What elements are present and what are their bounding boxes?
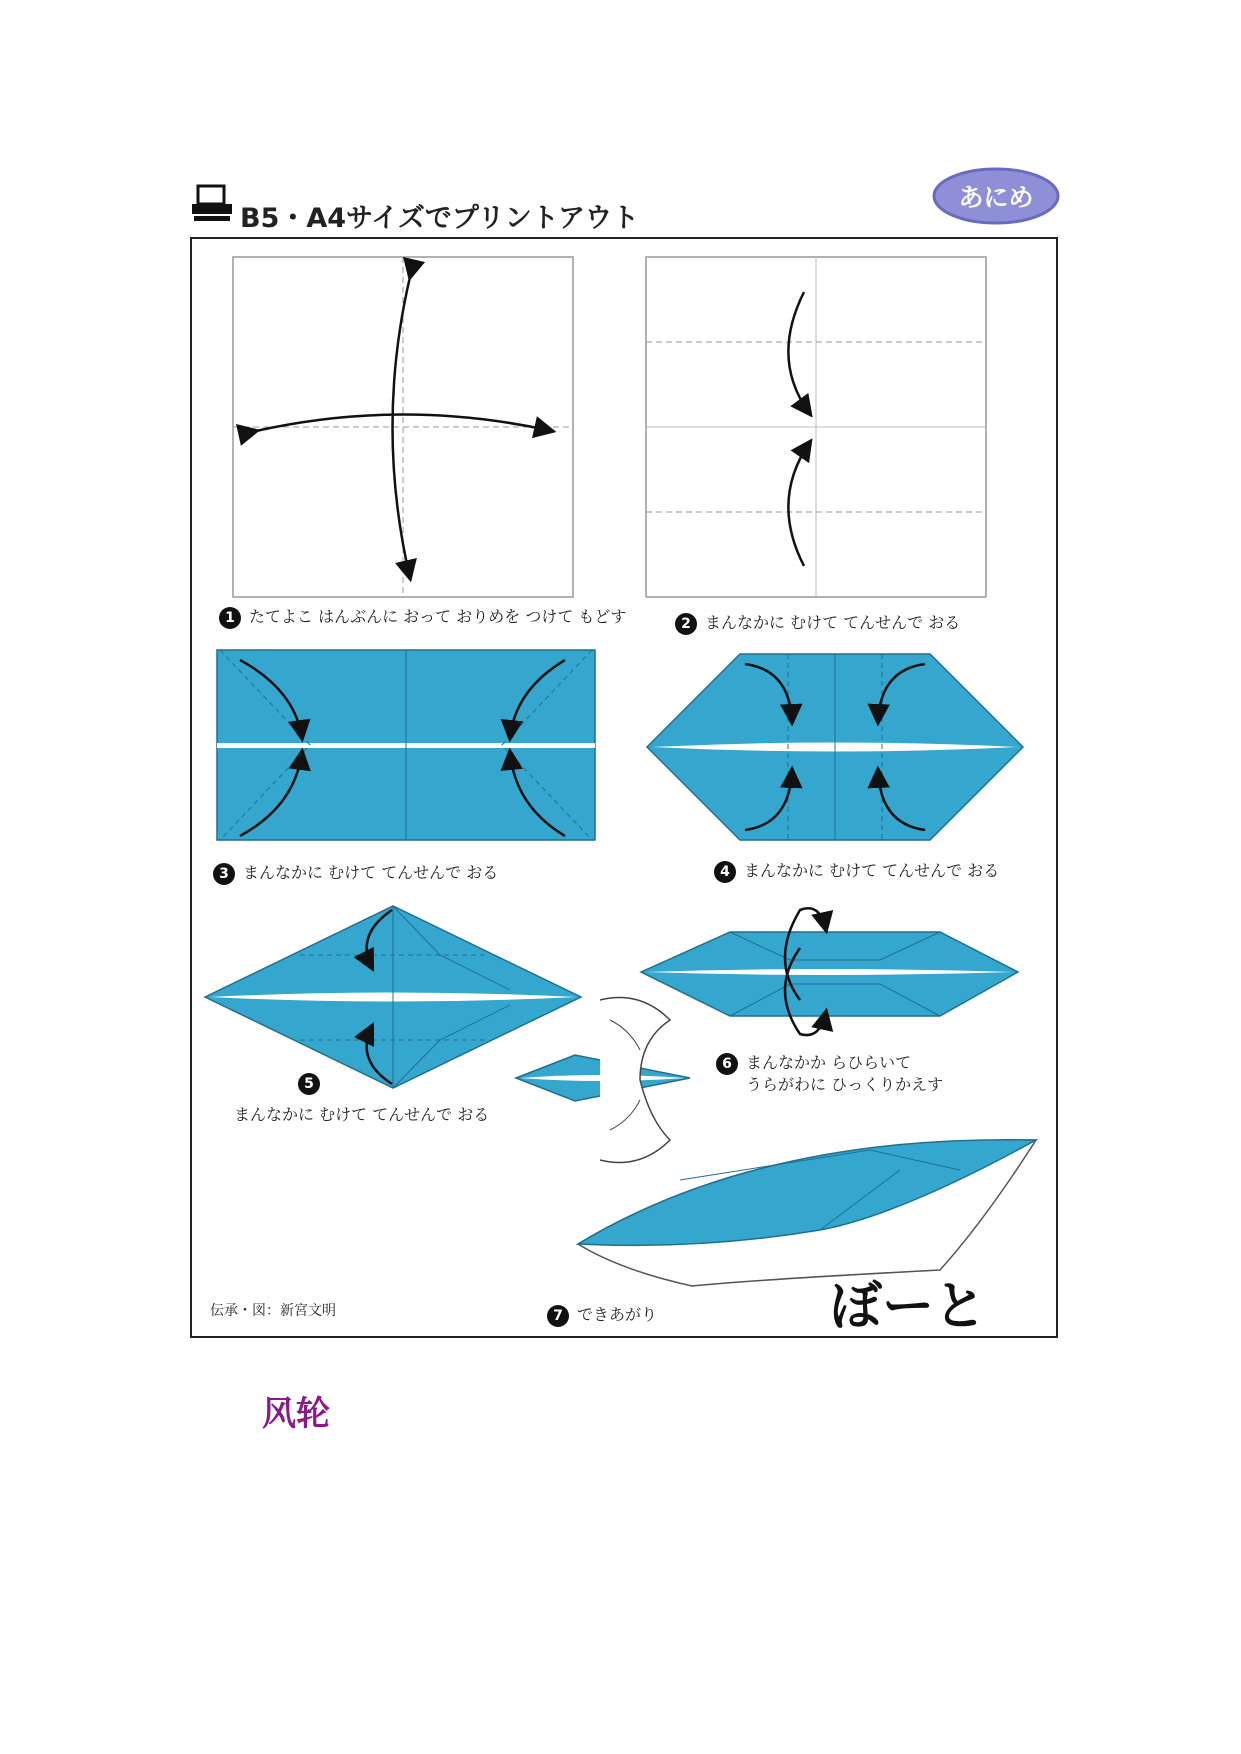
step2-label: 2 まんなかに むけて てんせんで おる [675,610,960,635]
step6-diagram [641,908,1018,1035]
step4-label: 4 まんなかに むけて てんせんで おる [714,858,999,883]
step5-number-wrap [298,1073,328,1095]
step3-number: 3 [213,863,235,885]
step4-number: 4 [714,861,736,883]
credit-text: 伝承・図：新宮文明 [210,1303,336,1319]
step6-number: 6 [716,1053,738,1075]
step3-diagram [217,650,595,840]
step5-label: まんなかに むけて てんせんで おる [234,1105,490,1124]
step4-diagram [647,654,1023,840]
step6-label: 6 まんなかか らひらいて [716,1050,911,1075]
step3-label: 3 まんなかに むけて てんせんで おる [213,860,498,885]
step1-label: 1 たてよこ はんぶんに おって おりめを つけて もどす [219,604,626,629]
step5-diagram [205,906,581,1088]
final-model-title: ぼーと [830,1277,987,1337]
step2-diagram [646,257,986,597]
page-header-title: B5・A4サイズでプリントアウト [240,203,639,234]
step6-label-line2: うらがわに ひっくりかえす [746,1075,944,1094]
step7-label: 7 できあがり [547,1302,657,1327]
step2-number: 2 [675,613,697,635]
step1-number: 1 [219,607,241,629]
step1-diagram [233,257,573,597]
step7-number: 7 [547,1305,569,1327]
step6-hands-diagram [516,998,690,1163]
anime-badge-label[interactable]: あにめ [958,183,1034,212]
step5-number: 5 [298,1073,320,1095]
section-caption: 风轮 [262,1394,330,1434]
